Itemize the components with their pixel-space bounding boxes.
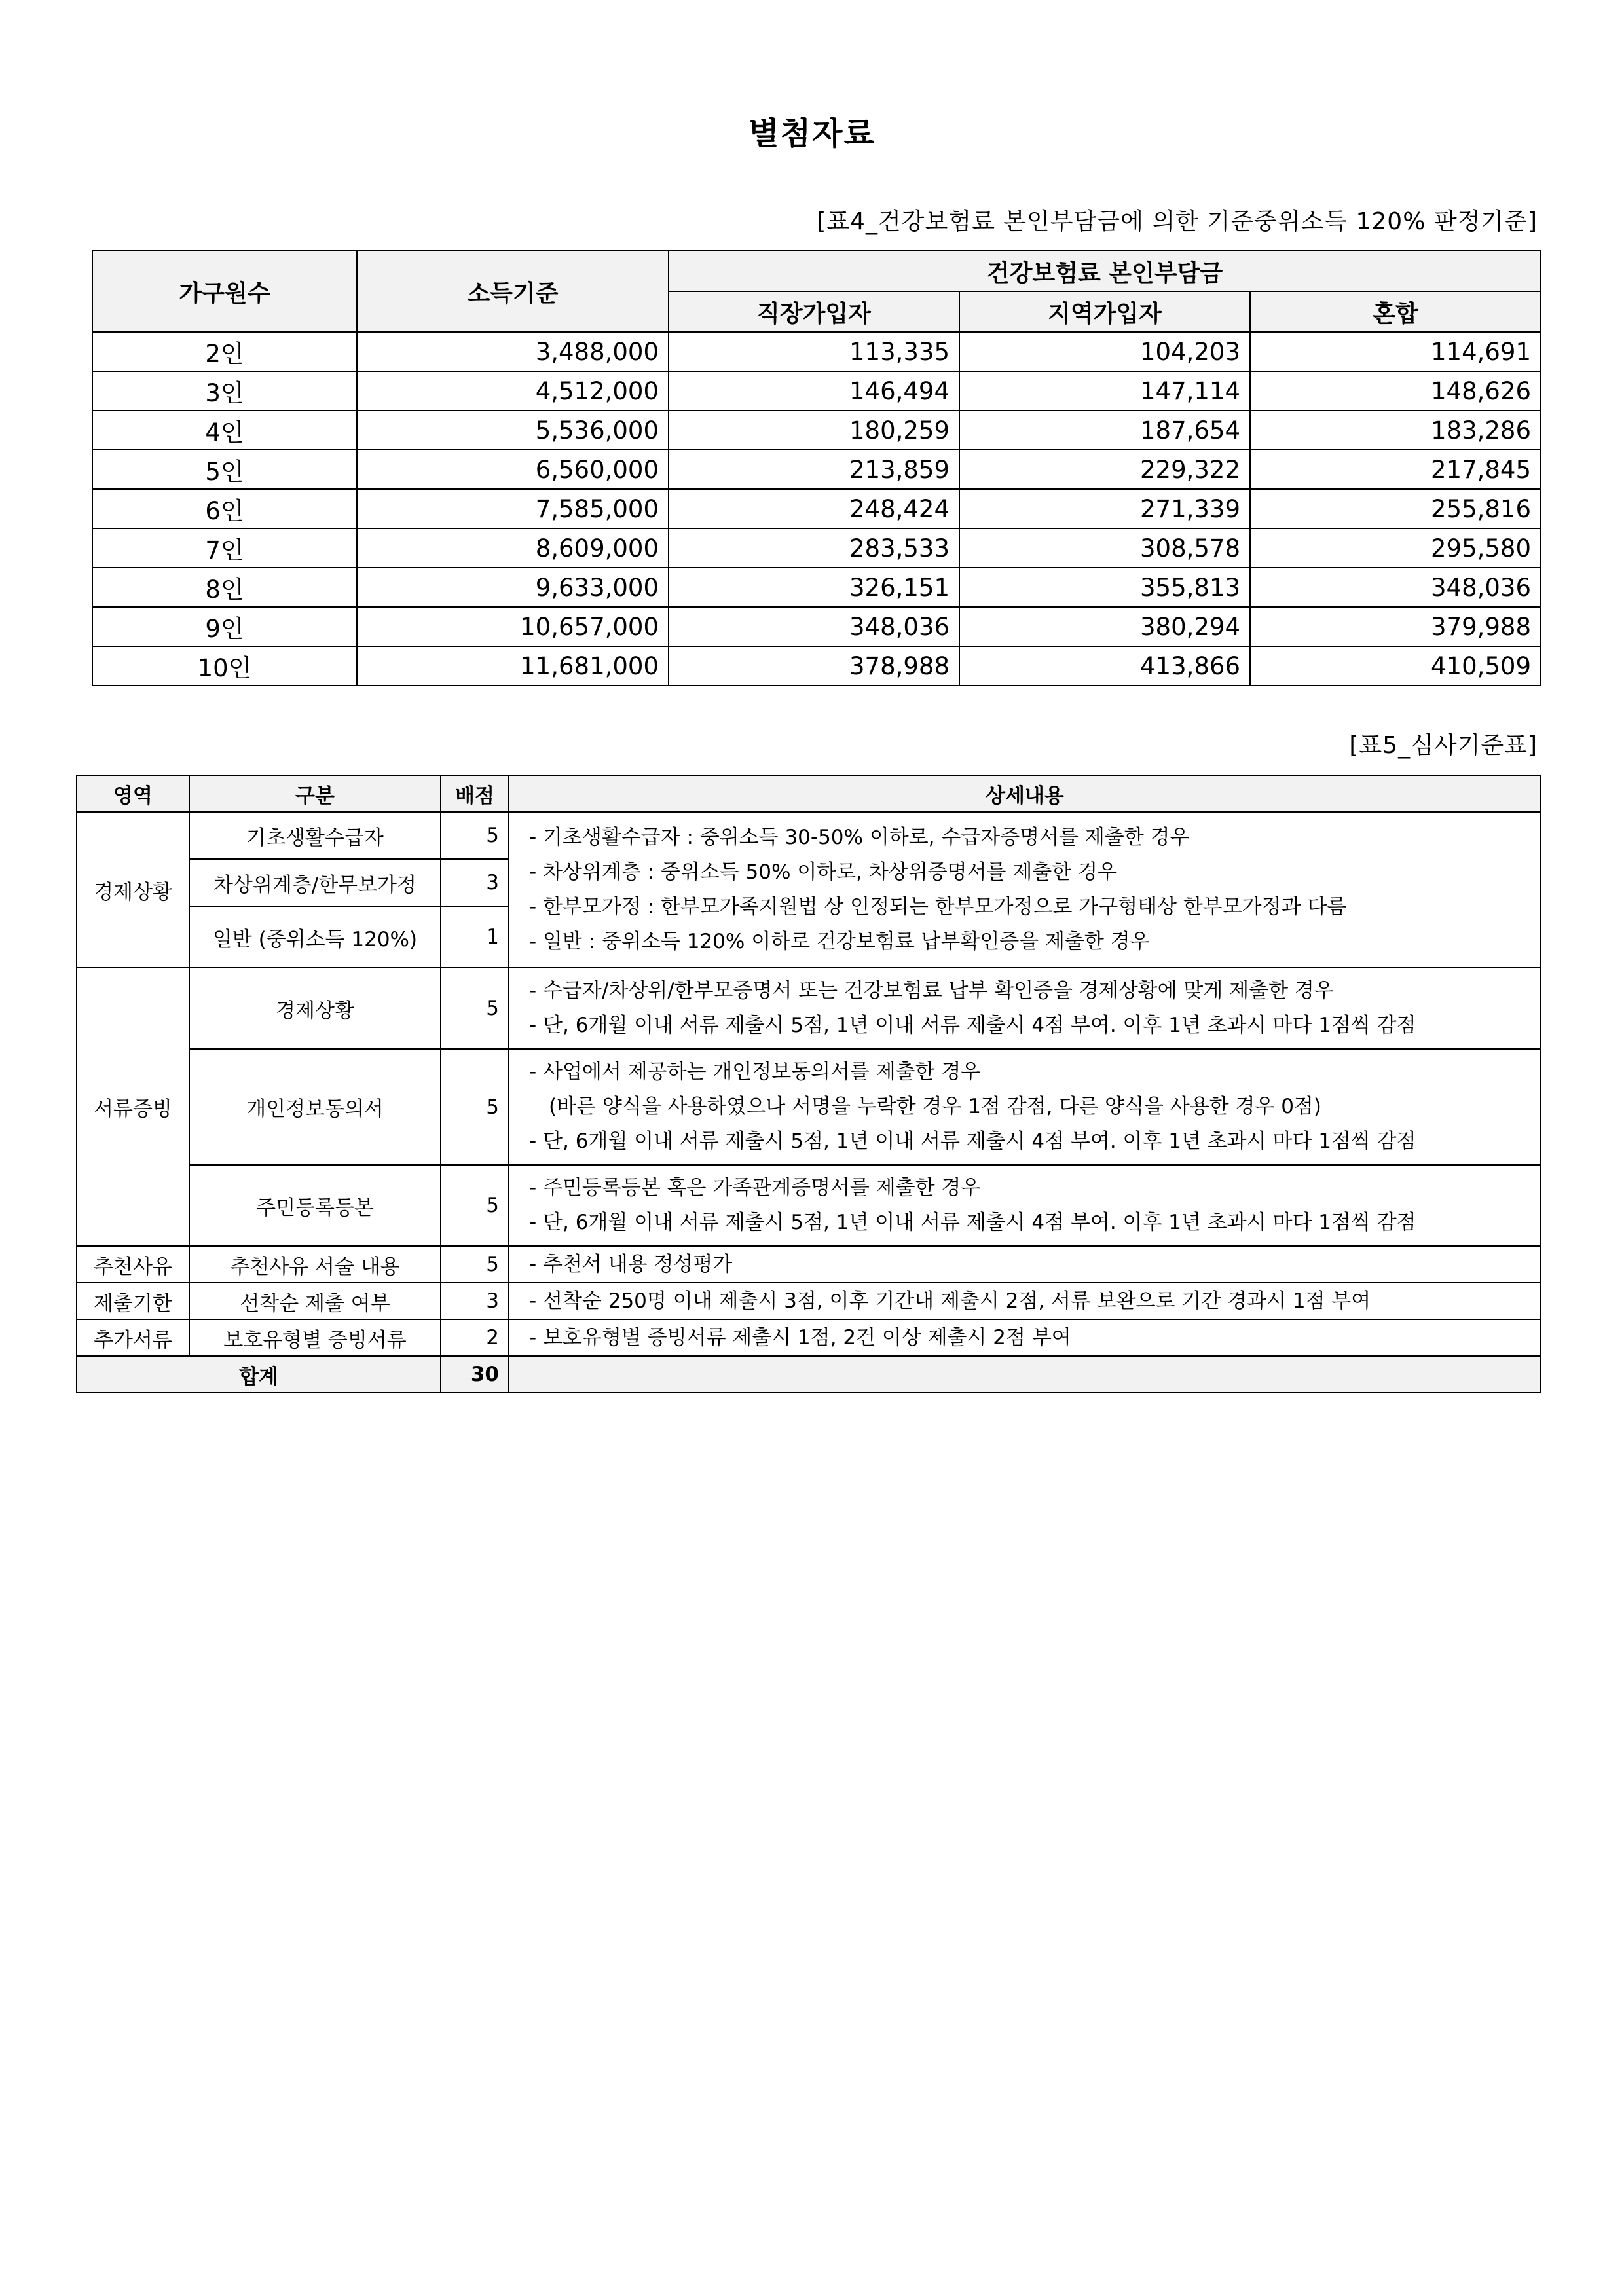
income-cell: 5,536,000 xyxy=(357,411,669,450)
header-premium-group: 건강보험료 본인부담금 xyxy=(669,251,1541,291)
area-cell: 추천사유 xyxy=(77,1246,189,1283)
score-cell: 3 xyxy=(441,859,509,906)
detail-line: - 한부모가정 : 한부모가족지원법 상 인정되는 한부모가정으로 가구형태상 한부모가정과 다름 xyxy=(529,895,1347,919)
header-area: 영역 xyxy=(77,775,189,812)
detail-line: - 기초생활수급자 : 중위소득 30-50% 이하로, 수급자증명서를 제출한 경우 xyxy=(529,826,1190,849)
table-row xyxy=(92,646,1541,686)
mixed-cell: 410,509 xyxy=(1250,646,1541,686)
table-row xyxy=(92,450,1541,489)
employee-cell: 146,494 xyxy=(669,371,959,411)
regional-cell: 380,294 xyxy=(959,607,1250,646)
category-cell: 개인정보동의서 xyxy=(189,1049,441,1165)
mixed-cell: 379,988 xyxy=(1250,607,1541,646)
household-cell: 5인 xyxy=(92,450,357,489)
score-cell: 1 xyxy=(441,906,509,968)
area-cell: 추가서류 xyxy=(77,1319,189,1356)
header-regional: 지역가입자 xyxy=(959,291,1250,332)
total-label: 합계 xyxy=(77,1356,441,1393)
detail-line: (바른 양식을 사용하였으나 서명을 누락한 경우 1점 감점, 다른 양식을 사용한 경우 0점) xyxy=(549,1095,1321,1118)
employee-cell: 180,259 xyxy=(669,411,959,450)
category-cell: 기초생활수급자 xyxy=(189,812,441,859)
mixed-cell: 183,286 xyxy=(1250,411,1541,450)
category-cell: 선착순 제출 여부 xyxy=(189,1283,441,1319)
category-cell: 추천사유 서술 내용 xyxy=(189,1246,441,1283)
income-cell: 7,585,000 xyxy=(357,489,669,528)
income-cell: 3,488,000 xyxy=(357,332,669,371)
score-cell: 3 xyxy=(441,1283,509,1319)
household-cell: 3인 xyxy=(92,371,357,411)
score-cell: 5 xyxy=(441,812,509,859)
income-criteria-table xyxy=(92,250,1541,686)
detail-line: - 수급자/차상위/한부모증명서 또는 건강보험료 납부 확인증을 경제상황에 맞게 제출한 경우 xyxy=(529,979,1334,1002)
income-cell: 6,560,000 xyxy=(357,450,669,489)
regional-cell: 271,339 xyxy=(959,489,1250,528)
household-cell: 10인 xyxy=(92,646,357,686)
header-household: 가구원수 xyxy=(92,251,357,332)
category-cell: 경제상황 xyxy=(189,968,441,1049)
income-cell: 4,512,000 xyxy=(357,371,669,411)
header-detail: 상세내용 xyxy=(509,775,1541,812)
table-row xyxy=(92,528,1541,568)
employee-cell: 378,988 xyxy=(669,646,959,686)
household-cell: 6인 xyxy=(92,489,357,528)
mixed-cell: 114,691 xyxy=(1250,332,1541,371)
category-cell: 주민등록등본 xyxy=(189,1165,441,1246)
table-row xyxy=(92,411,1541,450)
table-row xyxy=(92,371,1541,411)
household-cell: 2인 xyxy=(92,332,357,371)
table5-caption: [표5_심사기준표] xyxy=(1349,732,1538,759)
detail-cell: - 보호유형별 증빙서류 제출시 1점, 2건 이상 제출시 2점 부여 xyxy=(509,1319,1541,1356)
header-score: 배점 xyxy=(441,775,509,812)
employee-cell: 283,533 xyxy=(669,528,959,568)
table-row xyxy=(92,568,1541,607)
score-cell: 5 xyxy=(441,1246,509,1283)
table-row xyxy=(92,332,1541,371)
header-category: 구분 xyxy=(189,775,441,812)
mixed-cell: 148,626 xyxy=(1250,371,1541,411)
header-income: 소득기준 xyxy=(357,251,669,332)
household-cell: 7인 xyxy=(92,528,357,568)
score-cell: 5 xyxy=(441,968,509,1049)
household-cell: 4인 xyxy=(92,411,357,450)
detail-cell: - 추천서 내용 정성평가 xyxy=(509,1246,1541,1283)
detail-cell xyxy=(509,968,1541,1049)
table4-caption: [표4_건강보험료 본인부담금에 의한 기준중위소득 120% 판정기준] xyxy=(817,208,1538,235)
employee-cell: 113,335 xyxy=(669,332,959,371)
total-detail xyxy=(509,1356,1541,1393)
income-cell: 8,609,000 xyxy=(357,528,669,568)
category-cell: 보호유형별 증빙서류 xyxy=(189,1319,441,1356)
household-cell: 9인 xyxy=(92,607,357,646)
household-cell: 8인 xyxy=(92,568,357,607)
regional-cell: 104,203 xyxy=(959,332,1250,371)
regional-cell: 308,578 xyxy=(959,528,1250,568)
page-title: 별첨자료 xyxy=(748,115,876,152)
mixed-cell: 255,816 xyxy=(1250,489,1541,528)
header-mixed: 혼합 xyxy=(1250,291,1541,332)
employee-cell: 326,151 xyxy=(669,568,959,607)
employee-cell: 348,036 xyxy=(669,607,959,646)
table-row xyxy=(92,607,1541,646)
income-cell: 11,681,000 xyxy=(357,646,669,686)
detail-line: - 일반 : 중위소득 120% 이하로 건강보험료 납부확인증을 제출한 경우 xyxy=(529,930,1150,953)
detail-line: - 단, 6개월 이내 서류 제출시 5점, 1년 이내 서류 제출시 4점 부여. 이후 1년 초과시 마다 1점씩 감점 xyxy=(529,1129,1416,1153)
income-cell: 9,633,000 xyxy=(357,568,669,607)
category-cell: 일반 (중위소득 120%) xyxy=(189,906,441,968)
detail-line: - 주민등록등본 혹은 가족관계증명서를 제출한 경우 xyxy=(529,1176,981,1200)
score-cell: 2 xyxy=(441,1319,509,1356)
area-cell: 제출기한 xyxy=(77,1283,189,1319)
income-cell: 10,657,000 xyxy=(357,607,669,646)
mixed-cell: 217,845 xyxy=(1250,450,1541,489)
regional-cell: 187,654 xyxy=(959,411,1250,450)
score-cell: 5 xyxy=(441,1049,509,1165)
header-employee: 직장가입자 xyxy=(669,291,959,332)
employee-cell: 248,424 xyxy=(669,489,959,528)
detail-line: - 단, 6개월 이내 서류 제출시 5점, 1년 이내 서류 제출시 4점 부여. 이후 1년 초과시 마다 1점씩 감점 xyxy=(529,1211,1416,1234)
mixed-cell: 295,580 xyxy=(1250,528,1541,568)
regional-cell: 229,322 xyxy=(959,450,1250,489)
regional-cell: 355,813 xyxy=(959,568,1250,607)
employee-cell: 213,859 xyxy=(669,450,959,489)
regional-cell: 147,114 xyxy=(959,371,1250,411)
detail-cell: - 선착순 250명 이내 제출시 3점, 이후 기간내 제출시 2점, 서류 보완으로 기간 경과시 1점 부여 xyxy=(509,1283,1541,1319)
table-row xyxy=(92,489,1541,528)
mixed-cell: 348,036 xyxy=(1250,568,1541,607)
detail-line: - 단, 6개월 이내 서류 제출시 5점, 1년 이내 서류 제출시 4점 부여. 이후 1년 초과시 마다 1점씩 감점 xyxy=(529,1014,1416,1037)
area-documents: 서류증빙 xyxy=(77,968,189,1246)
score-cell: 5 xyxy=(441,1165,509,1246)
evaluation-criteria-table xyxy=(76,775,1541,1393)
area-economy: 경제상황 xyxy=(77,812,189,968)
detail-cell xyxy=(509,1049,1541,1165)
category-cell: 차상위계층/한무보가정 xyxy=(189,859,441,906)
detail-cell xyxy=(509,1165,1541,1246)
regional-cell: 413,866 xyxy=(959,646,1250,686)
detail-line: - 차상위계층 : 중위소득 50% 이하로, 차상위증명서를 제출한 경우 xyxy=(529,860,1117,884)
detail-cell xyxy=(509,812,1541,968)
detail-line: - 사업에서 제공하는 개인정보동의서를 제출한 경우 xyxy=(529,1060,981,1084)
total-score: 30 xyxy=(441,1356,509,1393)
